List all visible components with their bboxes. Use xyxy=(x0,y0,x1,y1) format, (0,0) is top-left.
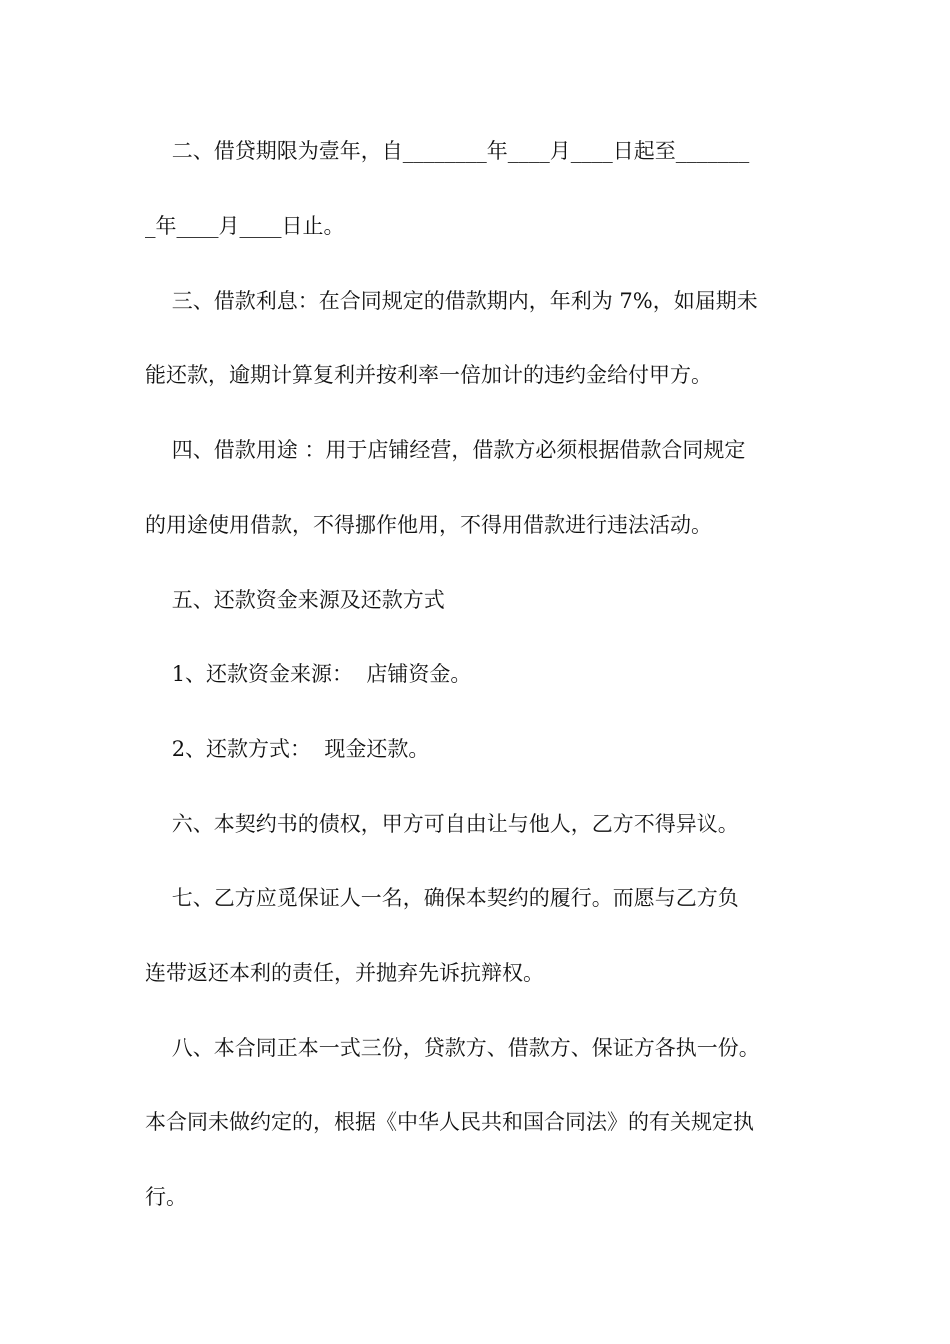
text-line: 1、还款资金来源： 店铺资金。 xyxy=(145,662,472,686)
text-line: 五、还款资金来源及还款方式 xyxy=(145,588,445,612)
text-line: 四、借款用途 ：用于店铺经营，借款方必须根据借款合同规定 xyxy=(145,438,746,462)
text-line: 三、借款利息：在合同规定的借款期内，年利为 7%，如届期未 xyxy=(145,289,758,313)
text-line: _年____月____日止。 xyxy=(145,214,345,238)
text-line: 能还款，逾期计算复利并按利率一倍加计的违约金给付甲方。 xyxy=(145,363,712,387)
text-line: 的用途使用借款，不得挪作他用，不得用借款进行违法活动。 xyxy=(145,513,712,537)
text-line: 八、本合同正本一式三份，贷款方、借款方、保证方各执一份。 xyxy=(145,1036,760,1060)
text-line: 六、本契约书的债权，甲方可自由让与他人，乙方不得异议。 xyxy=(145,812,739,836)
text-line: 二、借贷期限为壹年，自________年____月____日起至_______ xyxy=(145,139,750,163)
text-line: 连带返还本利的责任，并抛弃先诉抗辩权。 xyxy=(145,961,544,985)
text-line: 行。 xyxy=(145,1185,187,1209)
text-line: 本合同未做约定的，根据《中华人民共和国合同法》的有关规定执 xyxy=(145,1110,754,1134)
text-line: 七、乙方应觅保证人一名，确保本契约的履行。而愿与乙方负 xyxy=(145,886,739,910)
text-line: 2、还款方式： 现金还款。 xyxy=(145,737,430,761)
